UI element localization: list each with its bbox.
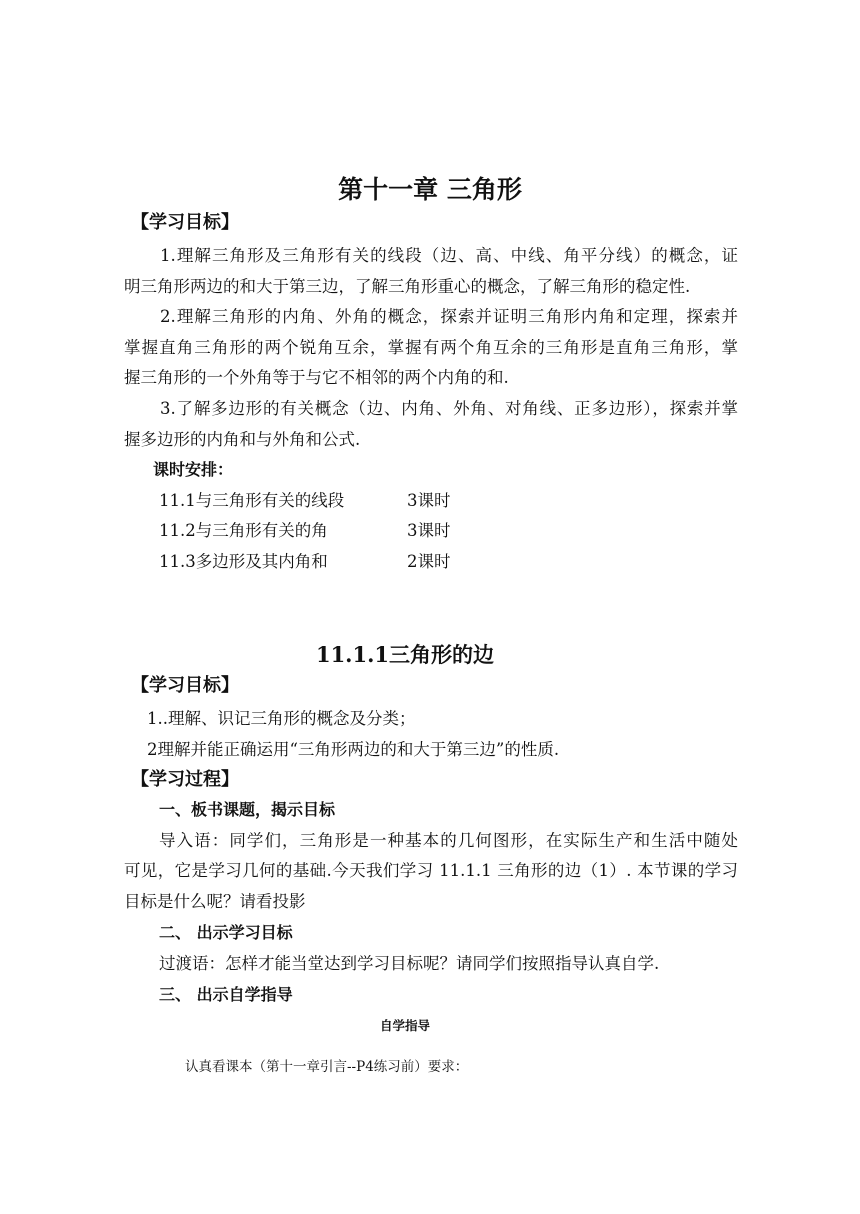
objective-1-line-1: 1.理解三角形及三角形有关的线段（边、高、中线、角平分线）的概念，证: [160, 246, 738, 265]
lesson-title: 11.1.1三角形的边: [315, 642, 495, 667]
step-2-heading: 二、 出示学习目标: [159, 923, 293, 942]
schedule-item-hours: 3课时: [407, 521, 451, 540]
schedule-item-label: 11.3多边形及其内角和: [159, 552, 328, 571]
schedule-item-label: 11.1与三角形有关的线段: [159, 491, 345, 510]
objective-2-line-1: 2.理解三角形的内角、外角的概念，探索并证明三角形内角和定理，探索并: [160, 307, 738, 326]
schedule-item-hours: 3课时: [407, 491, 451, 510]
intro-line-1: 导入语：同学们，三角形是一种基本的几何图形，在实际生产和生活中随处: [159, 831, 738, 850]
schedule-heading: 课时安排：: [153, 460, 234, 479]
self-study-guide-title: 自学指导: [380, 1018, 431, 1033]
objective-1-line-2: 明三角形两边的和大于第三边，了解三角形重心的概念，了解三角形的稳定性.: [124, 277, 691, 296]
objective-2-line-2: 掌握直角三角形的两个锐角互余，掌握有两个角互余的三角形是直角三角形，掌: [124, 338, 738, 357]
learning-process-heading: 【学习过程】: [131, 769, 239, 790]
lesson-objective-2: 2理解并能正确运用“三角形两边的和大于第三边”的性质.: [147, 740, 560, 759]
objective-3-line-2: 握多边形的内角和与外角和公式.: [124, 430, 361, 449]
step-3-heading: 三、 出示自学指导: [159, 985, 293, 1004]
intro-line-2: 可见，它是学习几何的基础.今天我们学习 11.1.1 三角形的边（1）. 本节课的学习: [124, 861, 738, 880]
objective-3-line-1: 3.了解多边形的有关概念（边、内角、外角、对角线、正多边形），探索并掌: [160, 399, 738, 418]
schedule-item-hours: 2课时: [407, 552, 451, 571]
objective-2-line-3: 握三角形的一个外角等于与它不相邻的两个内角的和.: [124, 368, 509, 387]
step-1-heading: 一、板书课题，揭示目标: [159, 800, 336, 819]
self-study-guide-text: 认真看课本（第十一章引言--P4练习前）要求：: [185, 1059, 469, 1075]
chapter-title: 第十一章 三角形: [338, 175, 522, 204]
lesson-objectives-heading: 【学习目标】: [131, 675, 239, 696]
lesson-objective-1: 1..理解、识记三角形的概念及分类；: [147, 709, 416, 728]
chapter-objectives-heading: 【学习目标】: [131, 212, 239, 233]
intro-line-3: 目标是什么呢？请看投影: [124, 892, 306, 911]
transition-text: 过渡语：怎样才能当堂达到学习目标呢？请同学们按照指导认真自学.: [159, 954, 660, 973]
schedule-item-label: 11.2与三角形有关的角: [159, 521, 328, 540]
